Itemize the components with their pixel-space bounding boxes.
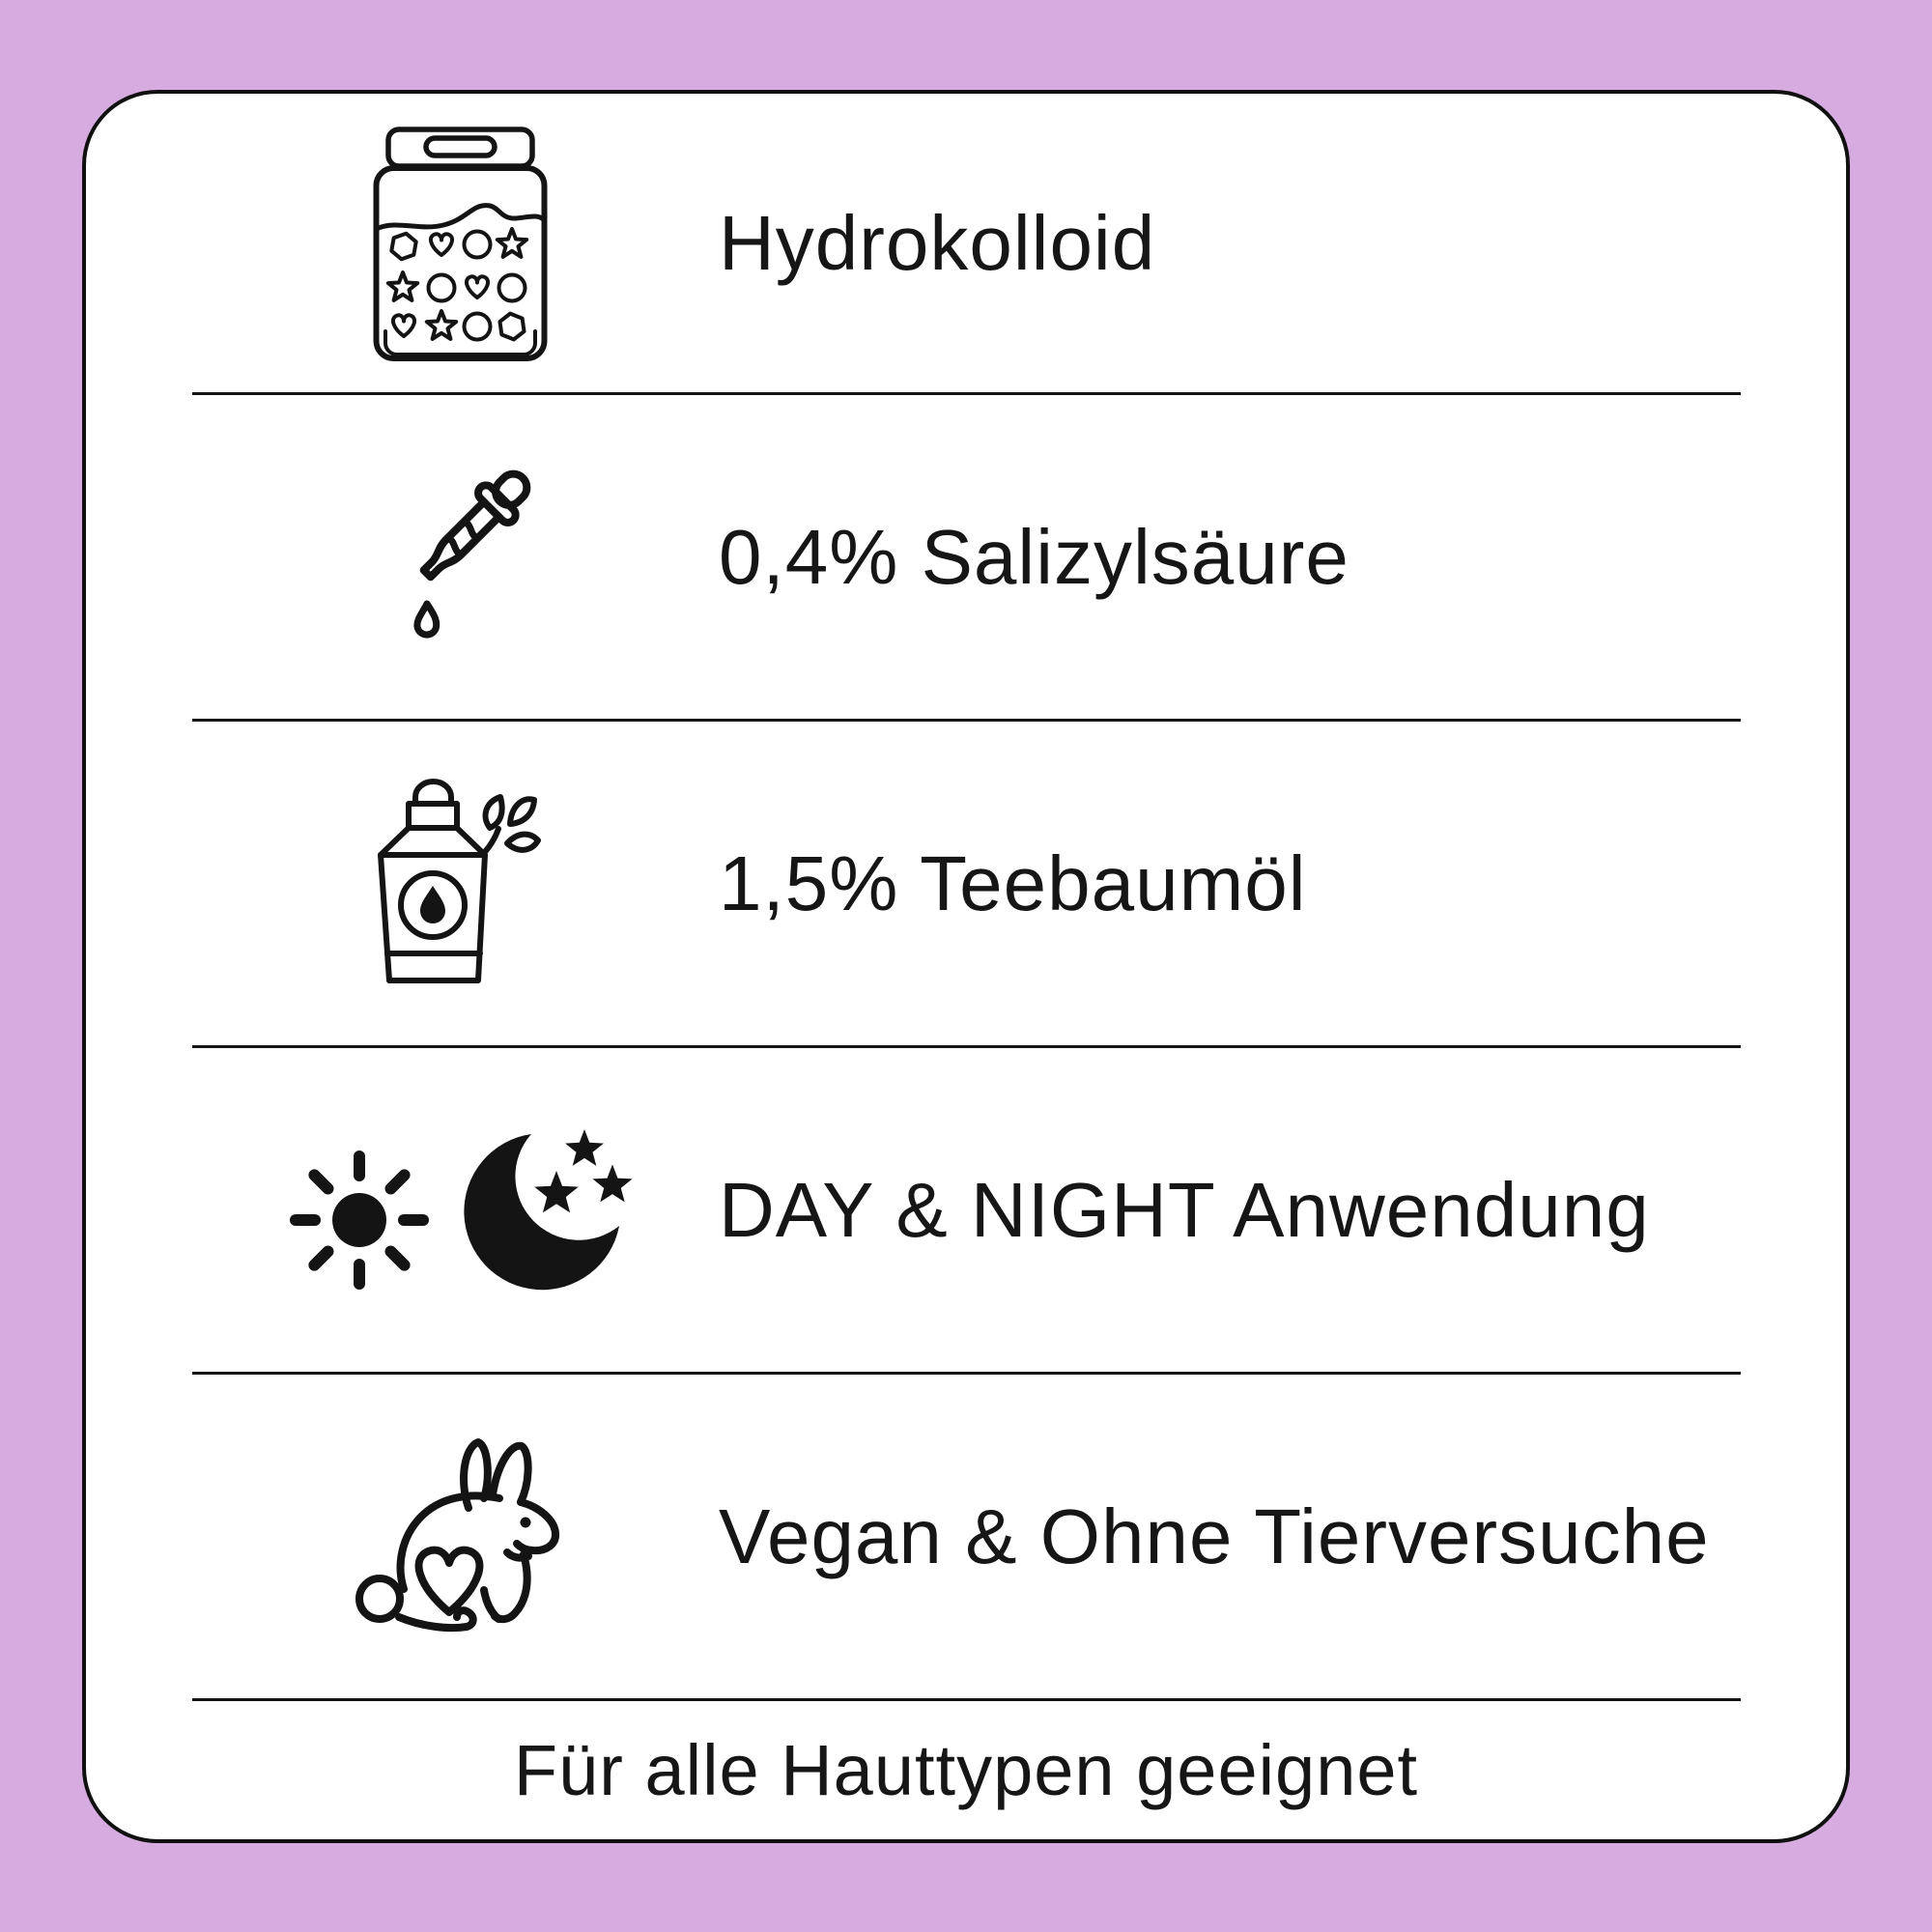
footer	[86, 1701, 1846, 1839]
feature-label: 0,4% Salizylsäure	[719, 513, 1350, 600]
sun-icon	[287, 1148, 432, 1293]
feature-row-hydrokolloid	[86, 94, 1846, 392]
feature-label: Vegan & Ohne Tierversuche	[719, 1492, 1710, 1579]
icon-zone	[86, 781, 719, 986]
feature-label: Hydrokolloid	[719, 199, 1156, 286]
icon-zone	[86, 1128, 719, 1293]
feature-row-vegan	[86, 1375, 1846, 1698]
icon-zone	[86, 127, 719, 359]
feature-row-salizylsaeure	[86, 395, 1846, 719]
rabbit-heart-icon	[356, 1437, 564, 1635]
icon-zone	[86, 463, 719, 651]
patch-jar-icon	[376, 127, 545, 359]
footer-label: Für alle Hauttypen geeignet	[513, 1730, 1419, 1810]
feature-row-teebaumoel	[86, 722, 1846, 1045]
feature-card	[82, 90, 1850, 1843]
tea-tree-oil-bottle-icon	[378, 781, 542, 986]
feature-row-day-night	[86, 1048, 1846, 1372]
feature-label: DAY & NIGHT Anwendung	[719, 1166, 1650, 1253]
moon-stars-icon	[465, 1128, 634, 1293]
dropper-icon	[381, 463, 540, 651]
feature-label: 1,5% Teebaumöl	[719, 839, 1307, 926]
icon-zone	[86, 1437, 719, 1635]
